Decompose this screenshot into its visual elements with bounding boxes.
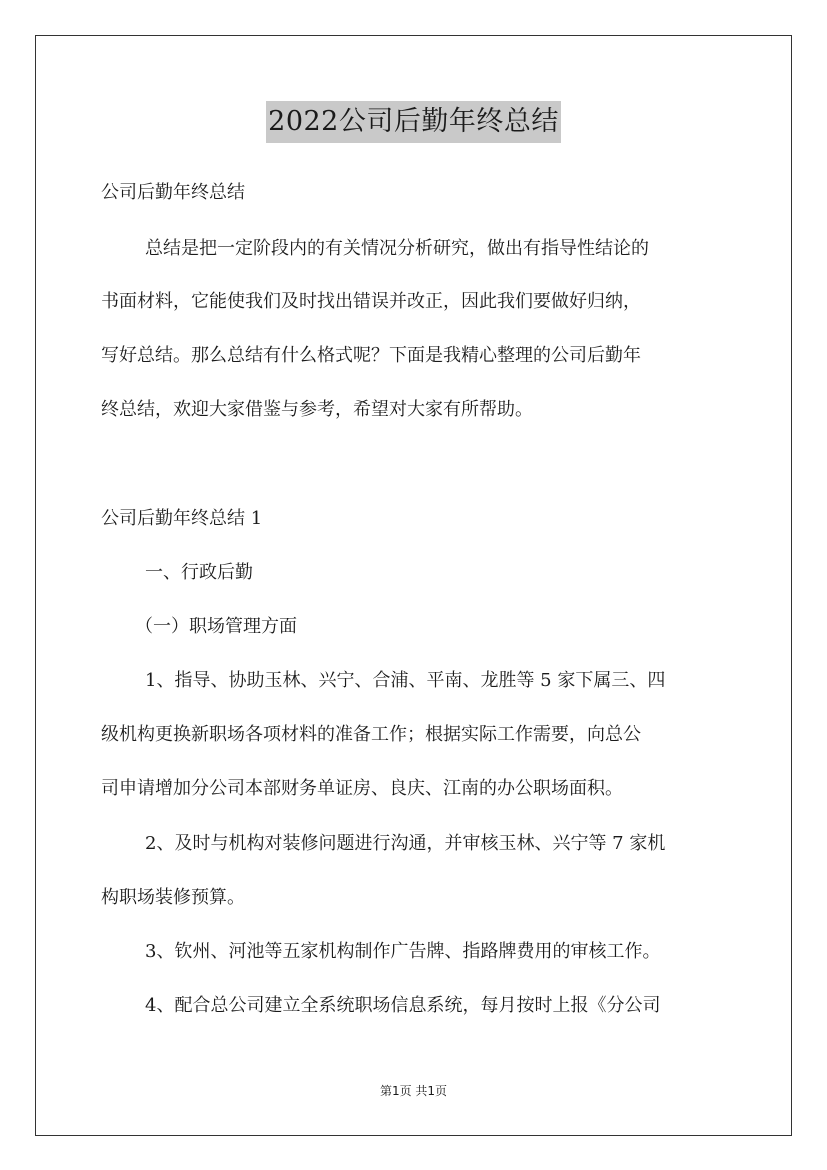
section-heading: 公司后勤年终总结 1 [101, 508, 263, 529]
intro-paragraph-line: 书面材料，它能使我们及时找出错误并改正，因此我们要做好归纳， [101, 291, 641, 312]
item-line: 构职场装修预算。 [101, 887, 245, 908]
document-title: 2022公司后勤年终总结 [266, 101, 561, 143]
item-line: 2、及时与机构对装修问题进行沟通，并审核玉林、兴宁等 7 家机 [145, 833, 666, 854]
intro-heading: 公司后勤年终总结 [101, 182, 245, 203]
item-line: 级机构更换新职场各项材料的准备工作；根据实际工作需要，向总公 [101, 724, 641, 745]
intro-paragraph-line: 总结是把一定阶段内的有关情况分析研究，做出有指导性结论的 [145, 238, 649, 259]
intro-paragraph-line: 终总结，欢迎大家借鉴与参考，希望对大家有所帮助。 [101, 399, 533, 420]
item-line: 4、配合总公司建立全系统职场信息系统，每月按时上报《分公司 [145, 995, 661, 1016]
item-line: 3、钦州、河池等五家机构制作广告牌、指路牌费用的审核工作。 [145, 941, 661, 962]
page-footer: 第1页 共1页 [379, 1084, 448, 1098]
item-line: 1、指导、协助玉林、兴宁、合浦、平南、龙胜等 5 家下属三、四 [145, 670, 666, 691]
subpart-heading: （一）职场管理方面 [135, 616, 297, 637]
item-line: 司申请增加分公司本部财务单证房、良庆、江南的办公职场面积。 [101, 778, 623, 799]
title-container [0, 101, 827, 143]
intro-paragraph-line: 写好总结。那么总结有什么格式呢？下面是我精心整理的公司后勤年 [101, 345, 641, 366]
part-heading: 一、行政后勤 [145, 562, 253, 583]
